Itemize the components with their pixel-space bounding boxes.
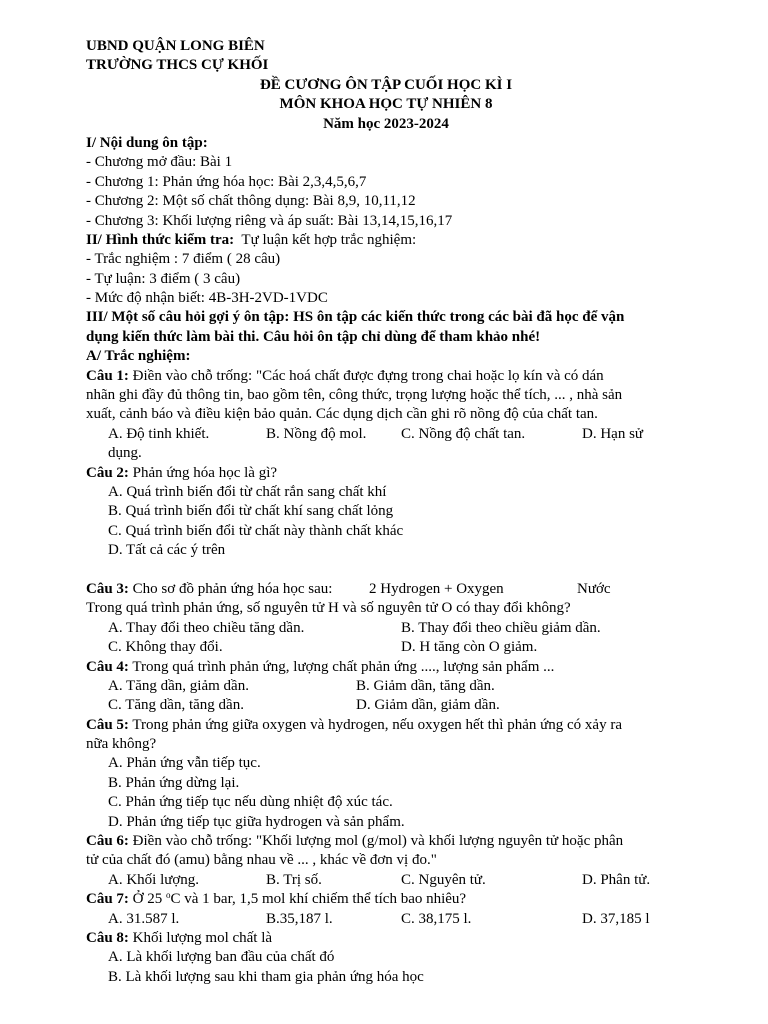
answer-d-cont: dụng. xyxy=(108,445,142,462)
answer-d: D. Giảm dần, giảm dần. xyxy=(356,697,500,714)
question-label: Câu 2: xyxy=(86,464,129,481)
answer-b: B. Trị số. xyxy=(266,871,322,888)
question-4 xyxy=(86,658,686,677)
answer-a: A. Phản ứng vẫn tiếp tục. xyxy=(108,755,261,772)
question-label: Câu 1: xyxy=(86,367,129,384)
answer-row xyxy=(86,677,686,696)
section-1-item: - Chương 3: Khối lượng riêng và áp suất: Bài 13,14,15,16,17 xyxy=(86,212,453,229)
answer-a: A. Là khối lượng ban đầu của chất đó xyxy=(108,949,335,966)
answer-d: D. H tăng còn O giảm. xyxy=(401,639,538,656)
section-2-heading-rest: Tự luận kết hợp trắc nghiệm: xyxy=(241,231,417,248)
answer-a: A. Thay đổi theo chiều tăng dần. xyxy=(108,619,305,636)
section-2-heading: II/ Hình thức kiểm tra: xyxy=(86,231,235,248)
question-text-cont: nhãn ghi đầy đủ thông tin, bao gồm tên, công thức, trọng lượng hoặc thể tích, ... , nhà sản xyxy=(86,387,623,404)
section-1-heading: I/ Nội dung ôn tập: xyxy=(86,134,208,151)
question-3 xyxy=(86,580,686,599)
section-1-item: - Chương 2: Một số chất thông dụng: Bài 8,9, 10,11,12 xyxy=(86,193,416,210)
question-text-cont: C và 1 bar, 1,5 mol khí chiếm thể tích bao nhiêu? xyxy=(170,891,467,908)
degree-superscript: o xyxy=(166,890,171,901)
section-3-heading: III/ Một số câu hỏi gợi ý ôn tập: HS ôn tập các kiến thức trong các bài đã học để vận xyxy=(86,309,625,326)
answer-a: A. Tăng dần, giảm dần. xyxy=(108,677,249,694)
question-7 xyxy=(86,890,686,909)
question-text: Trong quá trình phản ứng, lượng chất phản ứng ...., lượng sản phẩm ... xyxy=(128,658,555,675)
reaction-product: Nước xyxy=(577,580,611,597)
question-text: Phản ứng hóa học là gì? xyxy=(128,464,278,481)
answer-a: A. Độ tinh khiết. xyxy=(108,425,210,442)
answer-b: B. Thay đổi theo chiều giảm dần. xyxy=(401,619,601,636)
question-label: Câu 7: xyxy=(86,891,129,908)
answer-d: D. 37,185 l xyxy=(582,910,650,927)
section-2-item: - Tự luận: 3 điểm ( 3 câu) xyxy=(86,270,241,287)
section-2-item: - Mức độ nhận biết: 4B-3H-2VD-1VDC xyxy=(86,290,328,307)
question-2 xyxy=(86,464,686,483)
section-1-item: - Chương mở đầu: Bài 1 xyxy=(86,154,233,171)
section-1-item: - Chương 1: Phản ứng hóa học: Bài 2,3,4,5,6,7 xyxy=(86,173,367,190)
answer-row xyxy=(86,871,686,890)
answer-c: C. Không thay đổi. xyxy=(108,639,223,656)
school-name: TRƯỜNG THCS CỰ KHỐI xyxy=(86,57,269,74)
subject-title: MÔN KHOA HỌC TỰ NHIÊN 8 xyxy=(279,96,493,113)
question-1 xyxy=(86,367,686,386)
answer-d: D. Hạn sử xyxy=(582,425,644,442)
section-3-heading-cont: dụng kiến thức làm bài thi. Câu hỏi ôn tập chỉ dùng để tham khảo nhé! xyxy=(86,328,541,345)
answer-a: A. 31.587 l. xyxy=(108,910,180,927)
question-label: Câu 6: xyxy=(86,833,129,850)
question-text-cont: xuất, cảnh báo và điều kiện bảo quản. Các dụng dịch cần ghi rõ nồng độ của chất tan. xyxy=(86,406,598,423)
question-label: Câu 3: xyxy=(86,580,129,597)
question-text-cont: nữa không? xyxy=(86,736,157,753)
question-text: Cho sơ đồ phản ứng hóa học sau: xyxy=(128,580,333,597)
section-2-item: - Trắc nghiệm : 7 điểm ( 28 câu) xyxy=(86,251,281,268)
section-2-heading-line xyxy=(86,231,686,250)
answer-b: B. Giảm dần, tăng dần. xyxy=(356,677,495,694)
answer-c: C. Tăng dần, tăng dần. xyxy=(108,697,244,714)
answer-b: B. Là khối lượng sau khi tham gia phản ứng hóa học xyxy=(108,968,424,985)
answer-c: C. Nồng độ chất tan. xyxy=(401,425,526,442)
answer-c: C. 38,175 l. xyxy=(401,910,472,927)
question-label: Câu 4: xyxy=(86,658,129,675)
question-6 xyxy=(86,832,686,851)
document-page xyxy=(86,37,686,987)
document-title: ĐỀ CƯƠNG ÔN TẬP CUỐI HỌC KÌ I xyxy=(259,76,513,93)
answer-d: D. Phân tử. xyxy=(582,871,651,888)
answer-c: C. Quá trình biến đổi từ chất này thành chất khác xyxy=(108,522,404,539)
answer-c: C. Nguyên tử. xyxy=(401,871,486,888)
answer-b: B.35,187 l. xyxy=(266,910,333,927)
answer-b: B. Nồng độ mol. xyxy=(266,425,367,442)
answer-row xyxy=(86,619,686,638)
answer-row xyxy=(86,696,686,715)
question-text: Trong phản ứng giữa oxygen và hydrogen, nếu oxygen hết thì phản ứng có xảy ra xyxy=(128,716,622,733)
question-label: Câu 8: xyxy=(86,929,129,946)
district-name: UBND QUẬN LONG BIÊN xyxy=(86,38,265,54)
school-year: Năm học 2023-2024 xyxy=(323,115,449,132)
question-text: Khối lượng mol chất là xyxy=(128,929,273,946)
answer-row xyxy=(86,638,686,657)
answer-b: B. Phản ứng dừng lại. xyxy=(108,774,240,791)
answer-a: A. Quá trình biến đổi từ chất rắn sang chất khí xyxy=(108,483,387,500)
question-text-cont: tử của chất đó (amu) bằng nhau về ... , khác về đơn vị đo." xyxy=(86,852,437,869)
blank-line xyxy=(86,561,686,580)
answer-a: A. Khối lượng. xyxy=(108,871,200,888)
multiple-choice-heading: A/ Trắc nghiệm: xyxy=(86,348,191,365)
question-text-cont: Trong quá trình phản ứng, số nguyên tử H và số nguyên tử O có thay đổi không? xyxy=(86,600,571,617)
answer-row xyxy=(86,425,686,444)
question-label: Câu 5: xyxy=(86,716,129,733)
question-text: Điền vào chỗ trống: "Các hoá chất được đựng trong chai hoặc lọ kín và có dán xyxy=(128,367,604,384)
answer-c: C. Phản ứng tiếp tục nếu dùng nhiệt độ xúc tác. xyxy=(108,794,393,811)
answer-b: B. Quá trình biến đổi từ chất khí sang chất lỏng xyxy=(108,503,394,520)
answer-d: D. Tất cả các ý trên xyxy=(108,542,226,559)
answer-d: D. Phản ứng tiếp tục giữa hydrogen và sản phẩm. xyxy=(108,813,405,830)
question-5 xyxy=(86,716,686,735)
question-text: Điền vào chỗ trống: "Khối lượng mol (g/mol) và khối lượng nguyên tử hoặc phân xyxy=(128,833,624,850)
answer-row xyxy=(86,910,686,929)
reaction-reactants: 2 Hydrogen + Oxygen xyxy=(369,580,504,597)
question-text: Ở 25 xyxy=(128,891,167,908)
question-8 xyxy=(86,929,686,948)
